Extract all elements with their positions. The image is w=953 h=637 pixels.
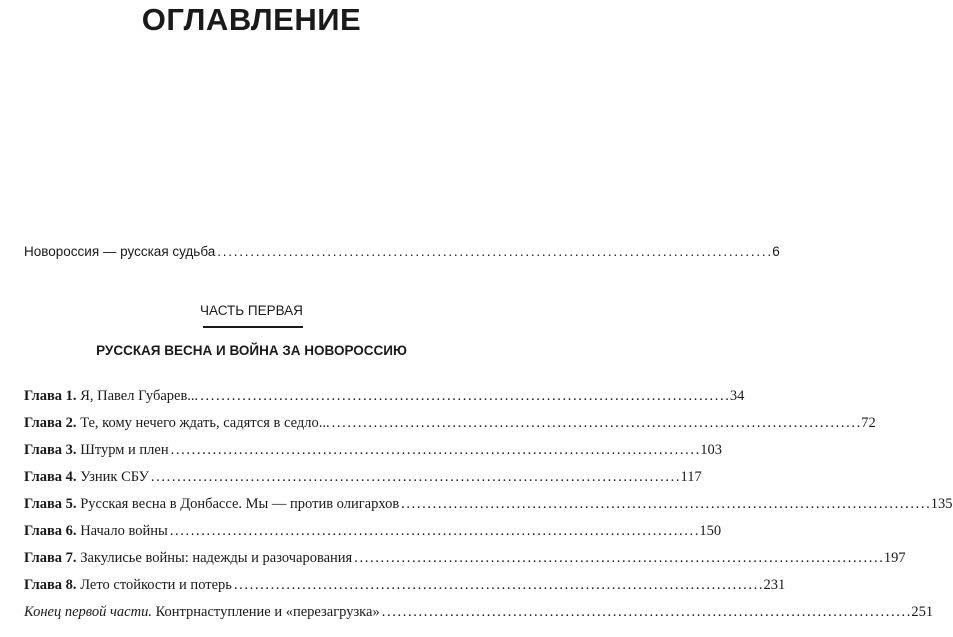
toc-page-number: 251: [911, 604, 934, 620]
part-label: ЧАСТЬ ПЕРВАЯ: [200, 303, 303, 318]
toc-page-number: 231: [763, 577, 786, 593]
toc-entry-intro[interactable]: [24, 243, 780, 261]
toc-entry-chapter-7[interactable]: [24, 549, 906, 567]
toc-page-number: 103: [700, 442, 722, 458]
toc-entry-title: Узник СБУ: [80, 469, 149, 485]
toc-entry-chapter-1[interactable]: [24, 387, 745, 405]
dot-leader: [234, 576, 762, 594]
dot-leader: [401, 495, 929, 513]
page-title: ОГЛАВЛЕНИЕ: [141, 2, 362, 37]
toc-page-number: 34: [729, 388, 745, 404]
dot-leader: [170, 522, 698, 540]
dot-leader: [151, 468, 679, 486]
toc-page-number: 6: [772, 244, 780, 259]
part-end-label: Конец первой части.: [24, 604, 152, 620]
chapter-number: Глава 6.: [24, 523, 77, 539]
dot-leader: [354, 549, 882, 567]
toc-entry-title: Те, кому нечего ждать, садятся в седло...: [80, 415, 330, 431]
toc-entry-title: Закулисье войны: надежды и разочарования: [80, 550, 353, 566]
chapter-number: Глава 8.: [24, 577, 77, 593]
chapter-number: Глава 4.: [24, 469, 77, 485]
toc-entry-title: Русская весна в Донбассе. Мы — против олигархов: [80, 496, 400, 512]
toc-entry-chapter-2[interactable]: [24, 414, 876, 432]
toc-entry-title: Я, Павел Губарев...: [80, 388, 199, 404]
dot-leader: [217, 243, 770, 261]
toc-page-number: 135: [930, 496, 953, 512]
toc-entry-title: Начало войны: [80, 523, 168, 539]
chapter-number: Глава 5.: [24, 496, 77, 512]
part-divider: [203, 326, 303, 328]
toc-page-number: 197: [883, 550, 906, 566]
toc-entry-title: Лето стойкости и потерь: [80, 577, 232, 593]
dot-leader: [382, 603, 910, 621]
toc-entry-chapter-5[interactable]: [24, 495, 953, 513]
toc-entry-chapter-4[interactable]: [24, 468, 702, 486]
toc-entry-part-end[interactable]: [24, 603, 934, 621]
toc-entry-title: Контрнаступление и «перезагрузка»: [155, 604, 380, 620]
toc-entry-title: Штурм и плен: [80, 442, 169, 458]
toc-entry-title: Новороссия — русская судьба: [24, 244, 216, 259]
part-title: РУССКАЯ ВЕСНА И ВОЙНА ЗА НОВОРОССИЮ: [96, 343, 407, 358]
dot-leader: [200, 387, 728, 405]
toc-page-number: 150: [699, 523, 722, 539]
toc-entry-chapter-6[interactable]: [24, 522, 722, 540]
chapter-number: Глава 3.: [24, 442, 77, 458]
toc-entry-chapter-8[interactable]: [24, 576, 786, 594]
dot-leader: [171, 441, 699, 459]
toc-entry-chapter-3[interactable]: [24, 441, 722, 459]
chapter-number: Глава 2.: [24, 415, 77, 431]
chapter-number: Глава 1.: [24, 388, 77, 404]
toc-page-number: 72: [861, 415, 876, 431]
chapter-number: Глава 7.: [24, 550, 77, 566]
dot-leader: [332, 414, 860, 432]
toc-page-number: 117: [680, 469, 702, 485]
